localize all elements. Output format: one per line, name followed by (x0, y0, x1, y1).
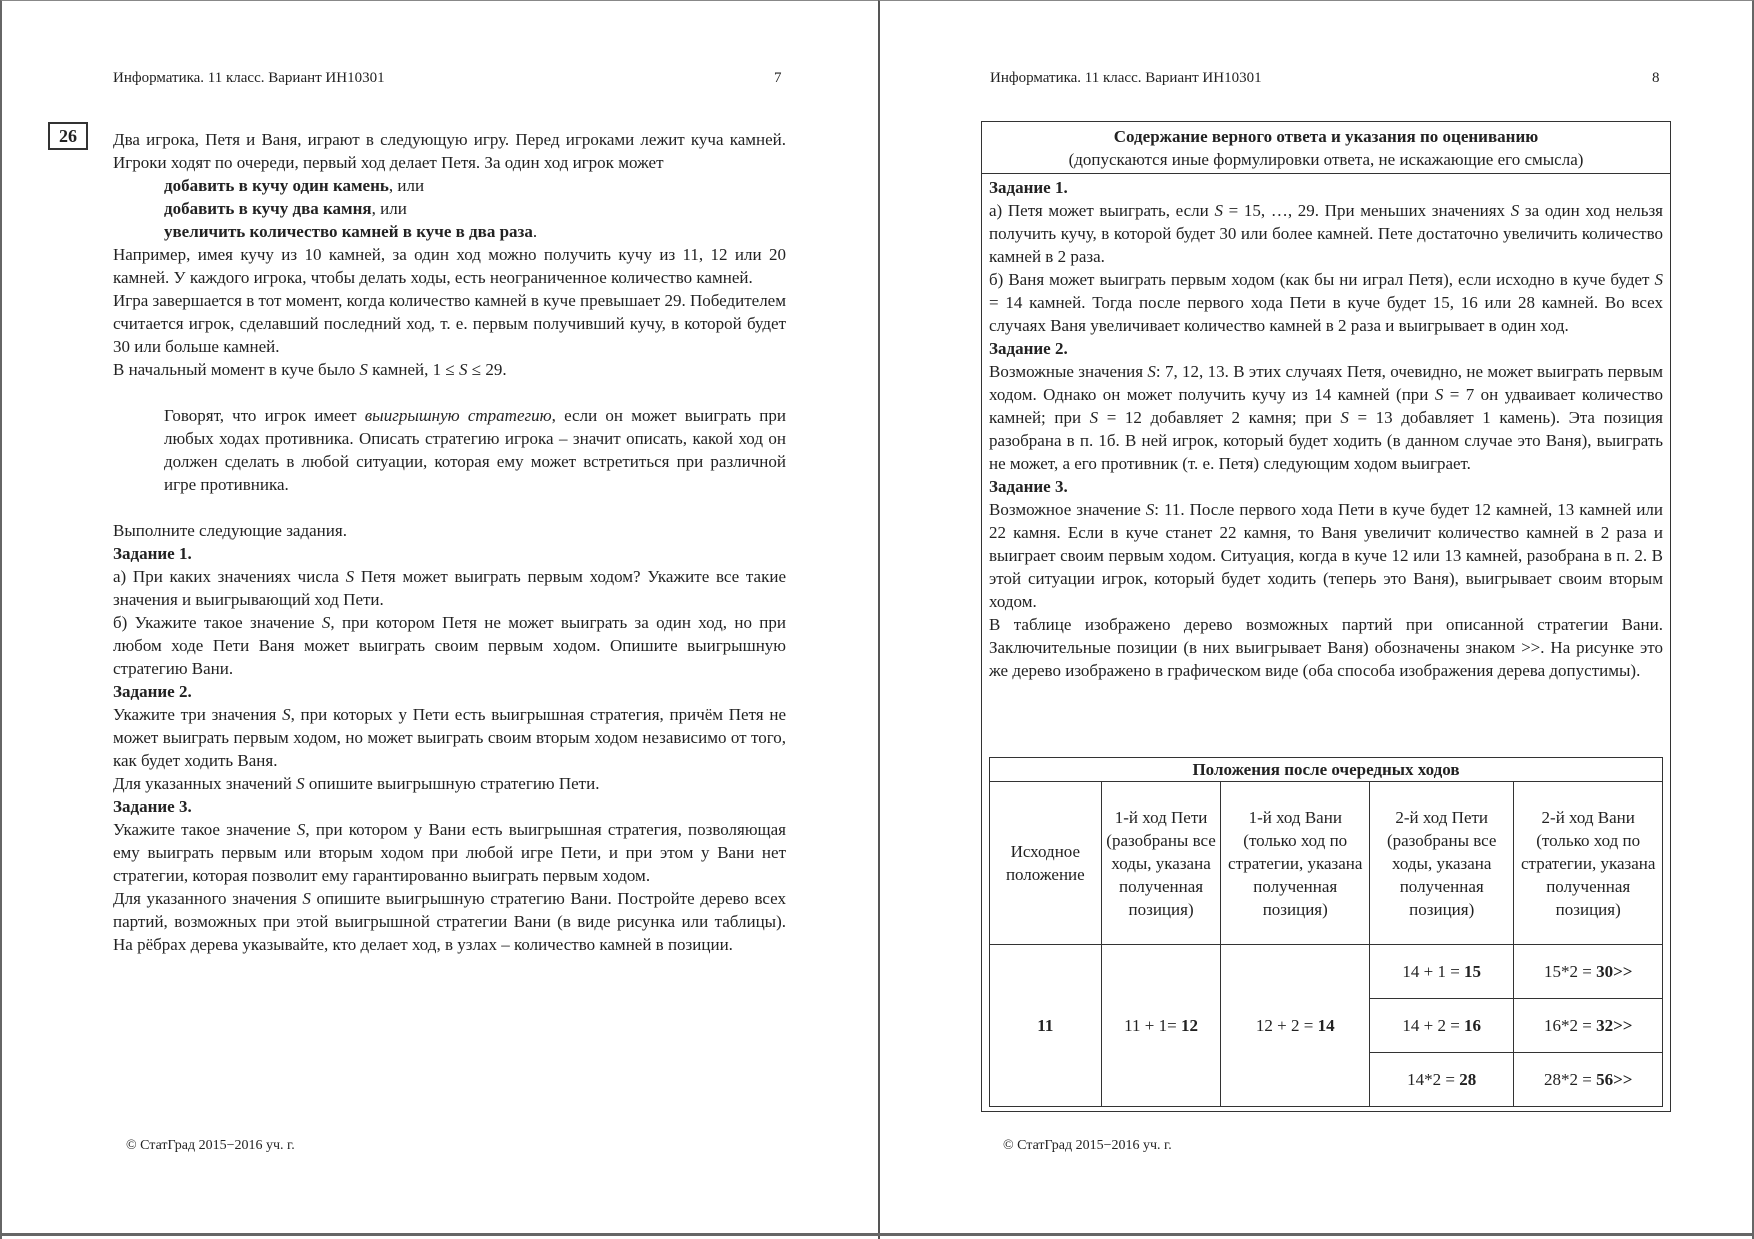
table-row-3-petya2 (1370, 1053, 1514, 1107)
note-b: , если он может выиграть при любых ходах противника. Описать стратегию игрока – значит описать, какой ход он должен сделать в любой ситуации, которая ему может встретиться при различной игре противника. (164, 406, 786, 494)
answer-body (982, 174, 1670, 682)
start-s2: S (459, 360, 468, 379)
p1-val: 12 (1180, 1016, 1198, 1035)
p1-expr: 11 + 1= (1124, 1016, 1181, 1035)
spacer (113, 381, 786, 404)
answer3-text (989, 498, 1663, 613)
start-b: камней, 1 ≤ (367, 360, 459, 379)
task3-text (113, 818, 786, 887)
v1-val: 14 (1317, 1016, 1335, 1035)
r1-v2-expr: 15*2 = (1543, 962, 1597, 981)
task1-b-s: S (321, 613, 331, 632)
a1-b-s: S (1654, 270, 1663, 289)
table-header-start: Исходное положение (990, 782, 1102, 945)
table-start-cell: 11 (990, 945, 1102, 1107)
move-1 (113, 174, 786, 197)
move-3 (113, 220, 786, 243)
a1-a-2: = 15, …, 29. При меньших значениях (1222, 201, 1511, 220)
task1-b-1: б) Укажите такое значение (113, 613, 322, 632)
r2-v2-expr: 16*2 = (1543, 1016, 1597, 1035)
answer3-table-note: В таблице изображено дерево возможных партий при описанной стратегии Вани. Заключительные позиции (в них выигрывает Ваня) обозначены знаком >>. На рисунке это же дерево изображено в графическом виде (оба способа изображения дерева допустимы). (989, 615, 1663, 680)
a2-1: Возможные значения (989, 362, 1148, 381)
a1-a-3: за один ход нельзя получить кучу, в которой будет 30 или более камней. Пете достаточно увеличить количество камней в 2 раза. (989, 201, 1663, 266)
task1-b (113, 611, 786, 680)
left-footer: © СтатГрад 2015−2016 уч. г. (126, 1138, 295, 1153)
answer-box (981, 121, 1671, 1112)
r1-p2-val: 15 (1464, 962, 1482, 981)
answer-box-header (982, 122, 1670, 174)
answer-box-subtitle: (допускаются иные формулировки ответа, не искажающие его смысла) (1068, 150, 1584, 169)
a3-1: Возможное значение (989, 500, 1146, 519)
task-intro: Два игрока, Петя и Ваня, играют в следующую игру. Перед игроками лежит куча камней. Игроки ходят по очереди, первый ход делает Петя. За один ход игрок может (113, 130, 786, 172)
a2-4: = 12 добавляет 2 камня; при (1098, 408, 1341, 427)
task2-strategy (113, 772, 786, 795)
answer2-text (989, 360, 1663, 475)
task3-strategy (113, 887, 786, 956)
a3-s: S (1145, 500, 1155, 519)
right-footer: © СтатГрад 2015−2016 уч. г. (1003, 1138, 1172, 1153)
answer1-a (989, 199, 1663, 268)
r2-p2-val: 16 (1464, 1016, 1482, 1035)
table-header-vanya-2: 2-й ход Вани (только ход по стратегии, указана полученная позиция) (1514, 782, 1663, 945)
task3-title: Задание 3. (113, 797, 192, 816)
move-3-text: увеличить количество камней в куче в два раза (164, 222, 533, 241)
table-row-2-petya2 (1370, 999, 1514, 1053)
spacer (113, 496, 786, 519)
a1-a-s: S (1214, 201, 1223, 220)
table-row-3-vanya2 (1514, 1053, 1663, 1107)
answer3-title: Задание 3. (989, 477, 1068, 496)
a1-a-1: а) Петя может выиграть, если (989, 201, 1215, 220)
r2-p2-expr: 14 + 2 = (1402, 1016, 1465, 1035)
task-text (113, 128, 786, 956)
r2-v2-val: 32>> (1596, 1016, 1633, 1035)
a2-s3: S (1089, 408, 1099, 427)
table-row-1-petya2 (1370, 945, 1514, 999)
v1-expr: 12 + 2 = (1255, 1016, 1318, 1035)
task2-text (113, 703, 786, 772)
task2-2: , при которых у Пети есть выигрышная стратегия, причём Петя не может выиграть первым ходом, но может выиграть своим вторым ходом независимо от того, как будет ходить Ваня. (113, 705, 786, 770)
task1-b-2: , при котором Петя не может выиграть за один ход, но при любом ходе Пети Ваня может выиграть своим первым ходом. Опишите выигрышную стратегию Вани. (113, 613, 787, 678)
left-header-title: Информатика. 11 класс. Вариант ИН10301 (113, 70, 385, 86)
answer1-b (989, 268, 1663, 337)
r3-p2-expr: 14*2 = (1407, 1070, 1460, 1089)
task1-a-s: S (345, 567, 355, 586)
move-1-text: добавить в кучу один камень (164, 176, 389, 195)
move-1-suffix: , или (388, 176, 425, 195)
answer-box-title: Содержание верного ответа и указания по оцениванию (1113, 127, 1539, 146)
move-3-suffix: . (532, 222, 538, 241)
start-a: В начальный момент в куче было (113, 360, 360, 379)
task2-3b: опишите выигрышную стратегию Пети. (304, 774, 600, 793)
example-paragraph: Например, имея кучу из 10 камней, за один ход можно получить кучу из 11, 12 или 20 камней. У каждого игрока, чтобы делать ходы, есть неограниченное количество камней. (113, 245, 786, 287)
start-paragraph (113, 358, 786, 381)
task-number-box: 26 (48, 122, 88, 150)
a3-2: : 11. После первого хода Пети в куче будет 12 камней, 13 камней или 22 камня. Если в куче станет 22 камня, то Ваня увеличит количество камней в 2 раза и выиграет своим первым ходом. Ситуация, когда в куче 12 или 13 камней, разобрана в п. 2. В этой ситуации игрок, который будет ходить (теперь это Ваня), выигрывает своим вторым ходом. (989, 500, 1663, 611)
end-rule-paragraph: Игра завершается в тот момент, когда количество камней в куче превышает 29. Победителем считается игрок, сделавший последний ход, т. е. первым получивший кучу, в которой будет 30 или больше камней. (113, 291, 786, 356)
table-row-2-vanya2 (1514, 999, 1663, 1053)
strategy-note (113, 404, 786, 496)
a2-5: = 13 добавляет 1 камень). Эта позиция разобрана в п. 1б. В ней игрок, который будет ходить (в данном случае это Ваня), выиграть не может, а его противник (т. е. Петя) следующим ходом выиграет. (989, 408, 1663, 473)
r3-v2-val: 56>> (1596, 1070, 1633, 1089)
r1-v2-val: 30>> (1596, 962, 1633, 981)
table-header-petya-2: 2-й ход Пети (разобраны все ходы, указана полученная позиция) (1370, 782, 1514, 945)
bottom-border (0, 1233, 1754, 1236)
start-s: S (359, 360, 368, 379)
left-page-number: 7 (774, 70, 782, 86)
task3-3a: Для указанного значения (113, 889, 303, 908)
table-petya1-cell (1101, 945, 1221, 1107)
tasks-intro: Выполните следующие задания. (113, 521, 347, 540)
table-header-petya-1: 1-й ход Пети (разобраны все ходы, указана полученная позиция) (1101, 782, 1221, 945)
right-page-number: 8 (1652, 70, 1660, 86)
game-tree-table (989, 757, 1663, 1107)
r3-v2-expr: 28*2 = (1543, 1070, 1597, 1089)
note-a: Говорят, что игрок имеет (164, 406, 365, 425)
task2-title: Задание 2. (113, 682, 192, 701)
right-header-title: Информатика. 11 класс. Вариант ИН10301 (990, 70, 1262, 86)
note-emphasis: выигрышную стратегию (364, 406, 552, 425)
answer2-title: Задание 2. (989, 339, 1068, 358)
start-c: ≤ 29. (467, 360, 507, 379)
task3-s: S (296, 820, 306, 839)
a1-b-1: б) Ваня может выиграть первым ходом (как бы ни играл Петя), если исходно в куче будет (989, 270, 1655, 289)
a2-s: S (1147, 362, 1156, 381)
a2-3: = 7 он удваивает количество камней; при (989, 385, 1663, 427)
task3-3s: S (302, 889, 311, 908)
move-2-text: добавить в кучу два камня (164, 199, 372, 218)
task3-1: Укажите такое значение (113, 820, 297, 839)
a2-s4: S (1340, 408, 1349, 427)
task2-s: S (282, 705, 291, 724)
a1-b-2: = 14 камней. Тогда после первого хода Пети в куче будет 15, 16 или 28 камней. Во всех случаях Ваня увеличивает количество камней в 2 раза и выигрывает в один ход. (989, 293, 1663, 335)
a2-2: : 7, 12, 13. В этих случаях Петя, очевидно, не может выиграть первым ходом. Однако он может получить кучу из 14 камней (при (989, 362, 1663, 404)
answer1-title: Задание 1. (989, 178, 1068, 197)
task2-3a: Для указанных значений (113, 774, 297, 793)
task1-a-1: а) При каких значениях числа (113, 567, 346, 586)
a1-a-s2: S (1510, 201, 1520, 220)
task2-3s: S (296, 774, 305, 793)
task1-title: Задание 1. (113, 544, 192, 563)
task1-a-2: Петя может выиграть первым ходом? Укажите все такие значения и выигрывающий ход Пети. (113, 567, 787, 609)
task1-a (113, 565, 786, 611)
table-title: Положения после очередных ходов (990, 758, 1663, 782)
move-2 (113, 197, 786, 220)
a2-s2: S (1434, 385, 1444, 404)
task2-1: Укажите три значения (113, 705, 283, 724)
task3-2: , при котором у Вани есть выигрышная стратегия, позволяющая ему выиграть первым или вторым ходом при любой игре Пети, и при этом у Вани нет стратегии, которая позволит ему гарантированно выиграть первым ходом. (113, 820, 786, 885)
table-header-vanya-1: 1-й ход Вани (только ход по стратегии, указана полученная позиция) (1221, 782, 1370, 945)
r3-p2-val: 28 (1459, 1070, 1477, 1089)
table-row-1-vanya2 (1514, 945, 1663, 999)
move-2-suffix: , или (371, 199, 407, 218)
task3-3b: опишите выигрышную стратегию Вани. Постройте дерево всех партий, возможных при этой выигрышной стратегии Вани (в виде рисунка или таблицы). На рёбрах дерева указывайте, кто делает ход, в узлах – количество камней в позиции. (113, 889, 786, 954)
r1-p2-expr: 14 + 1 = (1402, 962, 1465, 981)
table-vanya1-cell (1221, 945, 1370, 1107)
